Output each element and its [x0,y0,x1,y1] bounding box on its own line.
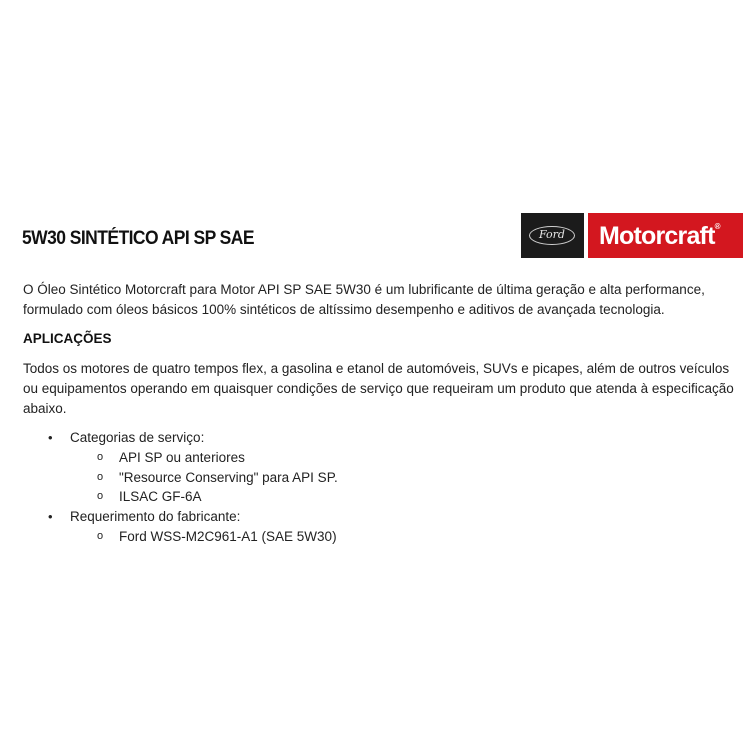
circle-bullet-icon: o [97,529,104,542]
product-title: 5W30 SINTÉTICO API SP SAE [22,228,254,249]
bullet-icon: • [48,508,53,524]
sub-list-item [92,468,724,488]
applications-heading: APLICAÇÕES [23,331,112,346]
list-item-label: Categorias de serviço: [70,430,205,445]
sub-list-item-text: API SP ou anteriores [119,450,245,465]
sub-list [70,448,724,507]
applications-paragraph: Todos os motores de quatro tempos flex, a gasolina e etanol de automóveis, SUVs e picapes, além de outros veículos ou equipamentos operando em quaisquer condições de serviço que requeiram um produto que atenda à especificação abaixo. [23,361,734,416]
sub-list-item-text: ILSAC GF-6A [119,489,202,504]
registered-mark: ® [714,222,720,231]
list-item-label: Requerimento do fabricante: [70,508,241,524]
motorcraft-logo [588,213,743,258]
sub-list-item [92,527,724,547]
circle-bullet-icon: o [97,490,104,502]
ford-logo [521,213,584,258]
sub-list-item [92,448,724,468]
sub-list-item [92,487,724,507]
circle-bullet-icon: o [97,451,104,463]
intro-paragraph: O Óleo Sintético Motorcraft para Motor API SP SAE 5W30 é um lubrificante de última geração e alta performance, formulado com óleos básicos 100% sintéticos de altíssimo desempenho e aditivos de avançada tecnologia. [23,282,705,317]
circle-bullet-icon: o [97,470,104,483]
sub-list-item-text: "Resource Conserving" para API SP. [119,469,338,485]
sub-list-item-text: Ford WSS-M2C961-A1 (SAE 5W30) [119,528,337,544]
motorcraft-wordmark: Motorcraft [599,222,715,250]
ford-oval-text: Ford [529,226,575,245]
sub-list [70,527,724,547]
list-item [44,428,724,507]
list-item [44,507,724,547]
requirements-list [44,428,724,546]
bullet-icon: • [48,430,53,445]
